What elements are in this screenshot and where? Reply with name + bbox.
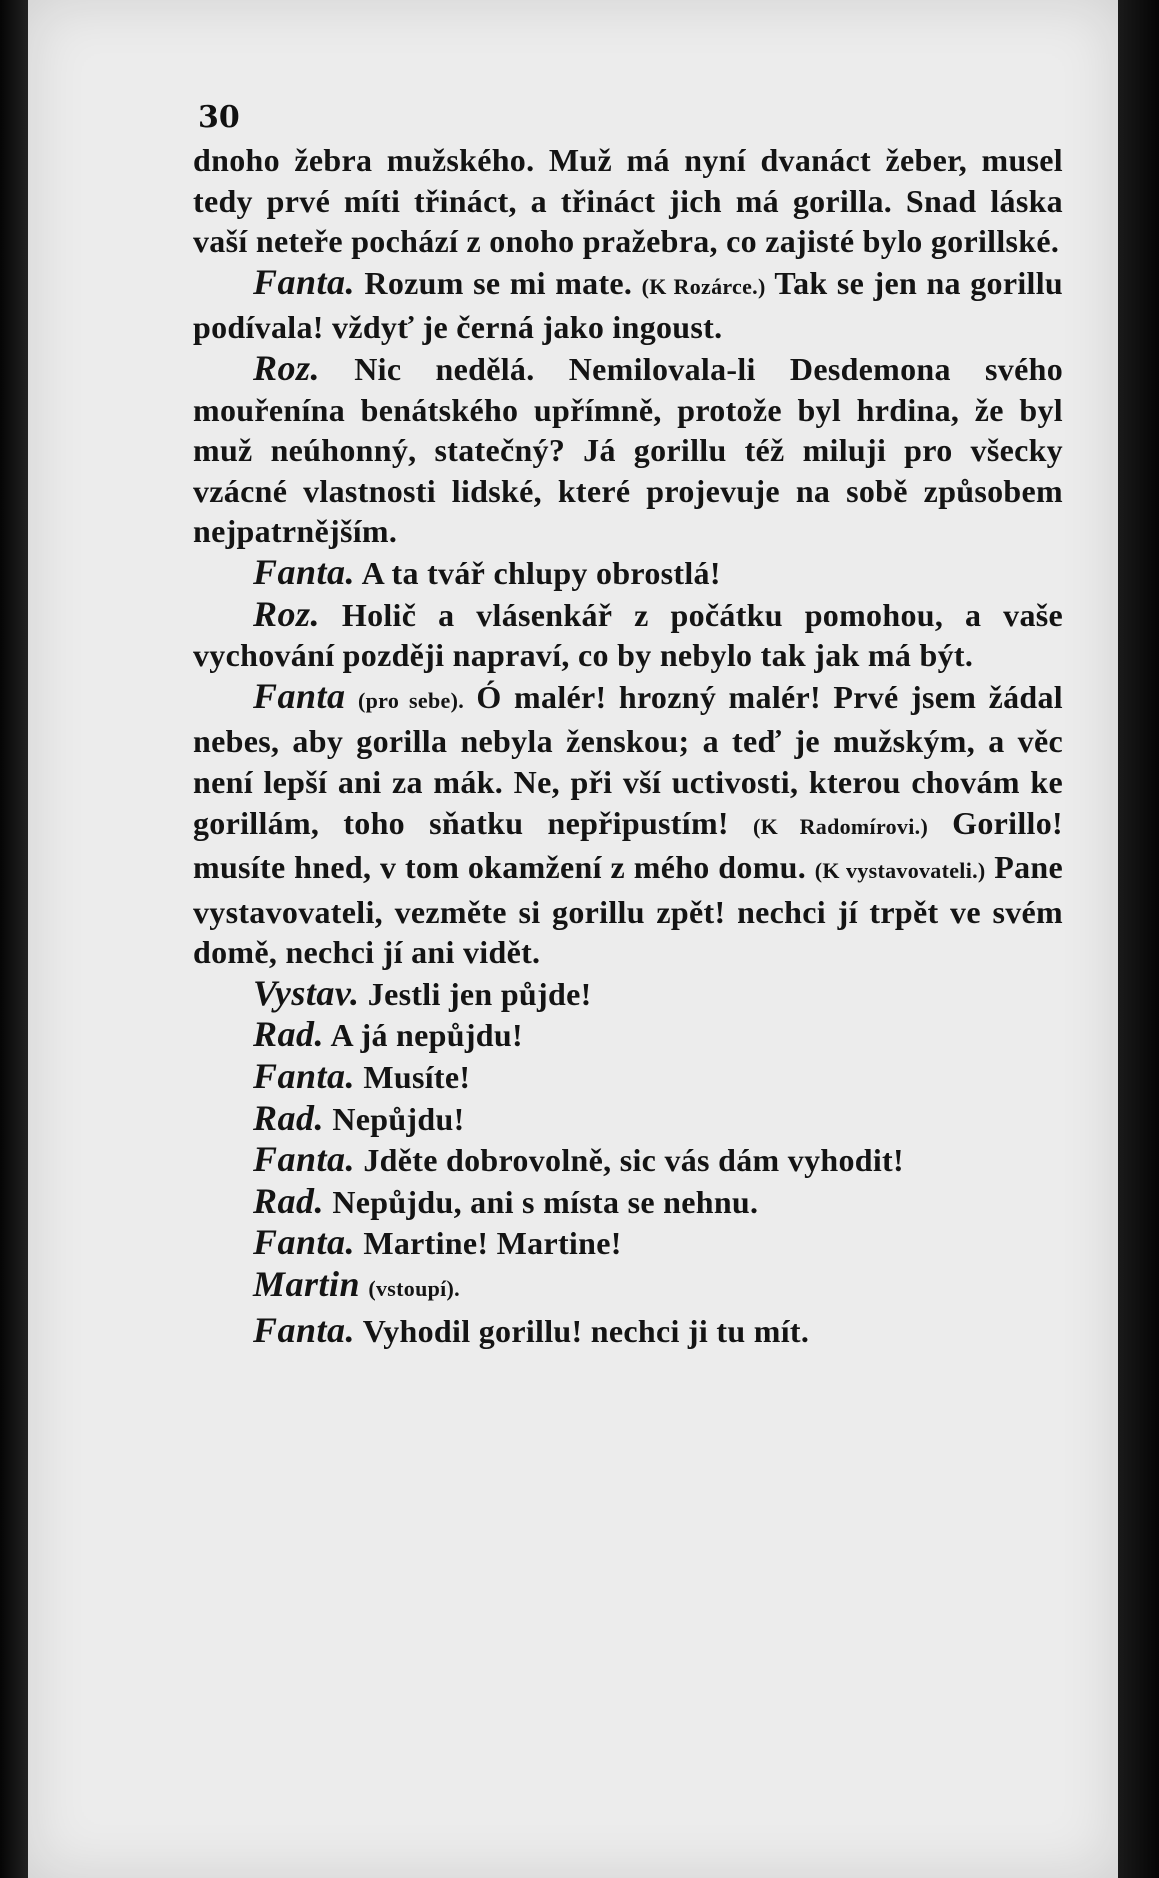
speaker-name: Fanta. [253,551,356,592]
dialogue-text: Musíte! [355,1059,471,1096]
dialogue-text: Martine! Martine! [355,1225,622,1262]
speaker-name: Rad. [253,1097,325,1138]
dialogue-text: Holič a vlásenkář z počátku pomohou, a vaše vychování později napraví, co by nebylo tak jak má být. [193,596,1063,674]
speaker-name: Fanta. [253,1139,356,1180]
scan-left-edge [0,0,28,1878]
paragraph [193,1310,1063,1352]
paragraph [193,1139,1063,1181]
dialogue-text: Gorillo! musíte hned, v tom okamžení z mého domu. [193,804,1063,886]
paragraph [193,1098,1063,1140]
dialogue-text: Nepůjdu, ani s místa se nehnu. [324,1183,759,1220]
dialogue-text: Nic nedělá. Nemilovala-li Desdemona svého mouřenína benátského upřímně, protože byl hrdina, že byl muž neúhonný, statečný? Já gorillu též miluji pro všecky vzácné vlastnosti lidské, které projevuje na sobě způsobem nejpatrnějším. [193,350,1063,550]
speaker-name: Roz. [253,593,321,634]
dialogue-text: Rozum se mi mate. [355,264,642,301]
speaker-name: Rad. [253,1014,325,1055]
book-page [28,0,1118,1878]
dialogue-text: Vyhodil gorillu! nechci ji tu mít. [355,1312,810,1349]
scan-right-edge [1118,0,1159,1878]
stage-direction: (K Radomírovi.) [752,813,929,839]
paragraph [193,1264,1063,1310]
dialogue-text: A já nepůjdu! [324,1017,523,1054]
paragraph [193,1181,1063,1223]
speaker-name: Fanta. [253,261,356,302]
paragraph [193,262,1063,348]
stage-direction: (vstoupí). [368,1276,460,1302]
paragraph [193,676,1063,973]
paragraph [193,1222,1063,1264]
dialogue-text: Ó malér! hrozný malér! Prvé jsem žádal nebes, aby gorilla nebyla ženskou; a teď je mužským, a věc není lepší ani za mák. Ne, při vší uctivosti, kterou chovám ke gorillám, toho sňatku nepřipustím! [193,678,1063,841]
dialogue-text: Nepůjdu! [324,1100,465,1137]
paragraph [193,1056,1063,1098]
speaker-name: Martin [253,1264,361,1305]
stage-direction: (pro sebe). [357,687,464,713]
speaker-name: Roz. [253,347,321,388]
page-number: 30 [198,100,240,135]
dialogue-text: Pane vystavovateli, vezměte si gorillu zpět! nechci jí trpět ve svém domě, nechci jí ani vidět. [193,849,1063,971]
speaker-name: Rad. [253,1180,325,1221]
dialogue-text: Jestli jen půjde! [359,975,592,1012]
dialogue-text [346,679,358,715]
paragraph [193,140,1063,262]
speaker-name: Fanta [253,675,346,716]
dialogue-text: dnoho žebra mužského. Muž má nyní dvanáct žeber, musel tedy prvé míti třináct, a třináct jich má gorilla. Snad láska vaší neteře pochází z onoho pražebra, co zajisté bylo gorillské. [193,142,1063,260]
stage-direction: (K vystavovateli.) [814,858,986,884]
speaker-name: Fanta. [253,1309,356,1350]
stage-direction: (K Rozárce.) [641,273,766,299]
paragraph [193,594,1063,676]
body-text [193,140,1063,1351]
paragraph [193,1014,1063,1056]
speaker-name: Fanta. [253,1222,356,1263]
dialogue-text: A ta tvář chlupy obrostlá! [355,554,721,591]
speaker-name: Vystav. [253,972,360,1013]
paragraph [193,552,1063,594]
paragraph [193,348,1063,552]
paragraph [193,973,1063,1015]
dialogue-text: Jděte dobrovolně, sic vás dám vyhodit! [355,1142,904,1179]
dialogue-text: Tak se jen na gorillu podívala! vždyť je černá jako ingoust. [193,264,1063,346]
speaker-name: Fanta. [253,1056,356,1097]
